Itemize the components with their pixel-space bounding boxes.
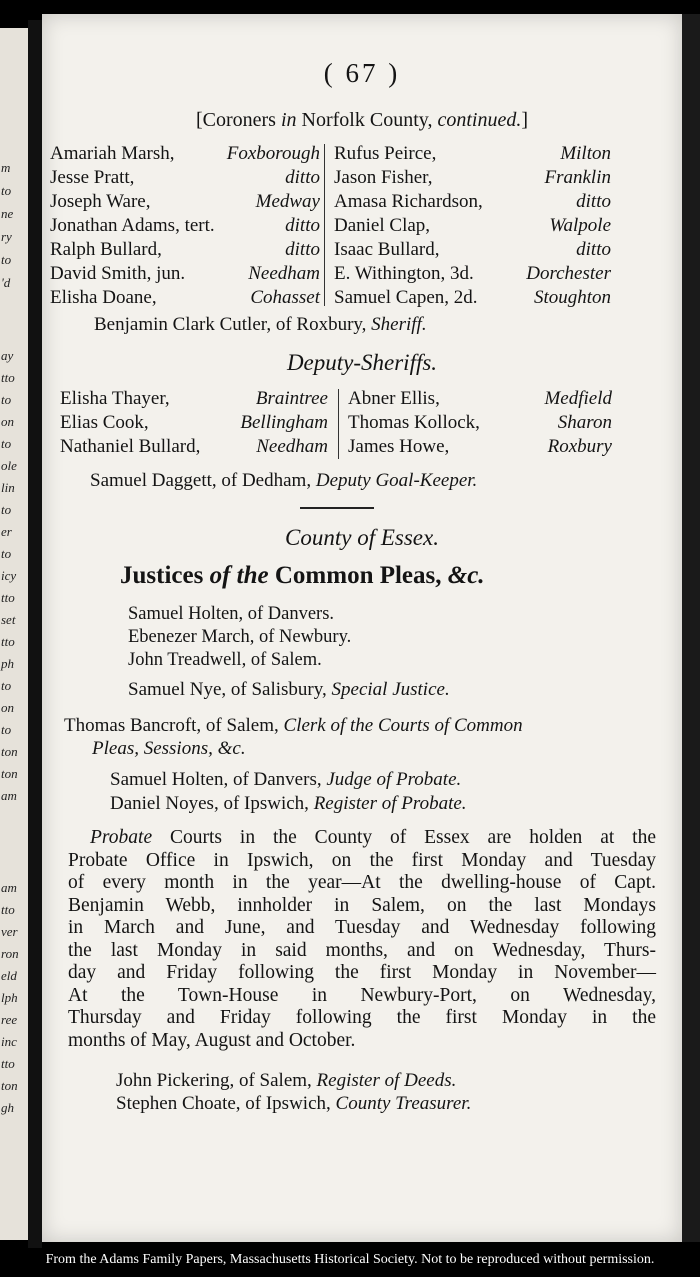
- entry-row: [334, 286, 611, 310]
- entry-place: ditto: [285, 215, 320, 236]
- left-page-fragment: tto: [1, 370, 15, 385]
- book-gutter: [28, 20, 42, 1248]
- coroners-right-column: [334, 142, 611, 310]
- left-page-fragment: ton: [1, 744, 18, 759]
- probate-line: [68, 827, 656, 850]
- probate-line: Benjamin Webb, innholder in Salem, on the last Mondays: [68, 894, 656, 916]
- left-page-fragment: to: [1, 722, 12, 737]
- section-rule: [300, 507, 374, 509]
- entry-name: Jonathan Adams, tert.: [50, 215, 215, 236]
- left-page-fragment: am: [1, 788, 17, 803]
- probate-paragraph: [68, 827, 656, 1052]
- entry-row: [348, 387, 612, 411]
- entry-name: Elisha Thayer,: [60, 388, 170, 409]
- probate-line: months of May, August and October.: [68, 1029, 356, 1051]
- left-page-fragment: er: [1, 524, 12, 539]
- special-justice-name: Samuel Nye, of Salisbury,: [128, 679, 332, 700]
- entry-row: [334, 142, 611, 166]
- left-page-fragment: ne: [1, 206, 14, 221]
- treasurer-name: Stephen Choate, of Ipswich,: [116, 1093, 336, 1114]
- entry-place: ditto: [285, 167, 320, 188]
- judge-title: Judge of Probate.: [326, 769, 462, 790]
- entry-place: Foxborough: [226, 143, 320, 164]
- entry-name: Samuel Capen, 2d.: [334, 287, 478, 308]
- entry-name: Elias Cook,: [60, 412, 149, 433]
- entry-name: James Howe,: [348, 436, 450, 457]
- left-page-fragment: on: [1, 700, 14, 715]
- probate-line: day and Friday following the first Monday in November—: [68, 962, 656, 983]
- entry-row: [334, 238, 611, 262]
- section-heading: [42, 109, 682, 132]
- probate-line-text: Courts in the County of Essex are holden at the: [152, 827, 656, 848]
- entry-place: Dorchester: [526, 263, 611, 284]
- page-number: ( 67 ): [323, 58, 401, 88]
- entry-row: [50, 214, 320, 238]
- left-page-fragment: icy: [1, 568, 17, 583]
- justices-heading-part: Common Pleas,: [268, 562, 448, 589]
- entry-place: Roxbury: [547, 436, 612, 457]
- entry-place: Medfield: [544, 388, 612, 409]
- sheriff-name: Benjamin Clark Cutler, of Roxbury,: [94, 314, 372, 335]
- entry-name: Jesse Pratt,: [50, 167, 135, 188]
- deputies-list: [42, 387, 682, 467]
- special-justice-line: [128, 679, 450, 701]
- entry-place: ditto: [285, 239, 320, 260]
- entry-place: Braintree: [255, 388, 328, 409]
- sheriff-line: [94, 314, 427, 336]
- left-page-fragment: to: [1, 678, 12, 693]
- deputies-left-column: [60, 387, 328, 459]
- entry-name: Thomas Kollock,: [348, 412, 480, 433]
- entry-name: Elisha Doane,: [50, 287, 157, 308]
- entry-name: Rufus Peirce,: [334, 143, 437, 164]
- judge-name: Samuel Holten, of Danvers,: [110, 769, 327, 790]
- entry-place: Milton: [560, 143, 611, 164]
- entry-place: Bellingham: [240, 412, 328, 433]
- right-page-edge: [682, 14, 700, 1242]
- entry-name: Ralph Bullard,: [50, 239, 162, 260]
- entry-name: Jason Fisher,: [334, 167, 433, 188]
- goal-keeper-name: Samuel Daggett, of Dedham,: [90, 470, 316, 491]
- justices-list: [128, 603, 351, 672]
- entry-name: Nathaniel Bullard,: [60, 436, 201, 457]
- deeds-line: [116, 1070, 456, 1092]
- entry-name: Joseph Ware,: [50, 191, 151, 212]
- left-page-fragment: ron: [1, 946, 19, 961]
- deputy-sheriffs-heading: Deputy-Sheriffs.: [286, 350, 438, 375]
- probate-line: Probate Office in Ipswich, on the first Monday and Tuesday: [68, 849, 656, 871]
- register-title: Register of Probate.: [313, 793, 467, 814]
- left-page-fragment: lin: [1, 480, 15, 495]
- justice-entry: John Treadwell, of Salem.: [128, 650, 322, 670]
- justices-heading-part: &c.: [447, 562, 485, 589]
- entry-place: Walpole: [549, 215, 611, 236]
- left-page-fragment: to: [1, 436, 12, 451]
- probate-line: of every month in the year—At the dwelling-house of Capt.: [68, 872, 656, 893]
- county-heading-part: Essex.: [375, 525, 439, 550]
- left-page-fragment: gh: [1, 1100, 14, 1115]
- register-name: Daniel Noyes, of Ipswich,: [110, 793, 314, 814]
- left-page-fragment: tto: [1, 634, 15, 649]
- coroners-left-column: [50, 142, 320, 310]
- entry-name: Amariah Marsh,: [50, 143, 175, 164]
- left-page-fragment: lph: [1, 990, 18, 1005]
- county-heading-part: of: [357, 525, 376, 550]
- entry-place: ditto: [576, 191, 611, 212]
- deputies-right-column: [348, 387, 612, 459]
- left-page-fragment: to: [1, 502, 12, 517]
- left-page-fragment: eld: [1, 968, 17, 983]
- left-page-fragment: inc: [1, 1034, 17, 1049]
- probate-line: in March and June, and Tuesday and Wednesday following: [68, 917, 656, 938]
- left-page-fragment: to: [1, 546, 12, 561]
- left-page-edge: [0, 28, 28, 1240]
- entry-row: [50, 142, 320, 166]
- entry-row: [334, 262, 611, 286]
- entry-name: David Smith, jun.: [50, 263, 186, 284]
- entry-row: [348, 411, 612, 435]
- left-page-fragment: to: [1, 183, 12, 198]
- treasurer-title: County Treasurer.: [335, 1093, 472, 1114]
- entry-row: [60, 387, 328, 411]
- entry-row: [50, 262, 320, 286]
- probate-line: Thursday and Friday following the first Monday in the: [68, 1007, 656, 1028]
- entry-row: [334, 166, 611, 190]
- left-page-fragment: m: [1, 160, 11, 175]
- deeds-name: John Pickering, of Salem,: [116, 1070, 317, 1091]
- archive-caption: From the Adams Family Papers, Massachusetts Historical Society. Not to be reproduced without permission.: [45, 1252, 655, 1267]
- entry-place: Franklin: [544, 167, 611, 188]
- heading-part: continued.: [437, 109, 522, 131]
- entry-place: ditto: [576, 239, 611, 260]
- county-heading-part: County: [285, 525, 358, 550]
- probate-line: the last Monday in said months, and on Wednesday, Thurs-: [68, 939, 656, 961]
- justices-heading-part: Justices: [120, 562, 210, 589]
- heading-part: [Coroners: [195, 109, 281, 131]
- left-page-fragment: ay: [1, 348, 14, 363]
- entry-place: Needham: [256, 436, 328, 457]
- special-justice-title: Special Justice.: [331, 679, 450, 700]
- goal-keeper-line: [90, 470, 477, 492]
- left-page-fragment: ton: [1, 766, 18, 781]
- left-page-fragment: ree: [1, 1012, 18, 1027]
- left-page-fragment: set: [1, 612, 16, 627]
- left-page-fragment: to: [1, 392, 12, 407]
- column-divider: [338, 389, 339, 459]
- entry-place: Needham: [248, 263, 320, 284]
- left-page-fragment: tto: [1, 590, 15, 605]
- heading-part: in: [280, 109, 297, 131]
- register-line: [110, 793, 467, 815]
- sheriff-title: Sheriff.: [371, 314, 427, 335]
- county-heading: [42, 525, 682, 551]
- entry-row: [50, 238, 320, 262]
- clerk-title: Clerk of the Courts of Common: [283, 715, 523, 736]
- judge-line: [110, 769, 461, 791]
- clerk-name: Thomas Bancroft, of Salem,: [64, 715, 284, 736]
- treasurer-line: [116, 1093, 471, 1115]
- heading-part: Norfolk County,: [296, 109, 438, 131]
- entry-place: Sharon: [557, 412, 612, 433]
- entry-row: [334, 214, 611, 238]
- left-page-fragment: ry: [1, 229, 12, 244]
- entry-place: Cohasset: [250, 287, 320, 308]
- entry-name: Daniel Clap,: [334, 215, 431, 236]
- justices-heading-part: of the: [209, 562, 269, 589]
- heading-part: ]: [521, 109, 528, 131]
- book-page: [42, 14, 682, 1242]
- justice-entry: Ebenezer March, of Newbury.: [128, 627, 352, 647]
- left-page-fragment: ver: [1, 924, 18, 939]
- left-page-fragment: ph: [1, 656, 14, 671]
- entry-name: Amasa Richardson,: [334, 191, 483, 212]
- entry-row: [60, 411, 328, 435]
- entry-row: [60, 435, 328, 459]
- entry-row: [50, 166, 320, 190]
- clerk-entry: [64, 714, 523, 760]
- column-divider: [324, 144, 325, 306]
- entry-name: Abner Ellis,: [348, 388, 440, 409]
- left-page-fragment: 'd: [1, 275, 11, 290]
- justices-heading: [120, 562, 485, 590]
- entry-name: Isaac Bullard,: [334, 239, 440, 260]
- entry-row: [50, 286, 320, 310]
- entry-row: [334, 190, 611, 214]
- entry-row: [50, 190, 320, 214]
- entry-place: Medway: [255, 191, 320, 212]
- left-page-fragment: to: [1, 252, 12, 267]
- entry-row: [348, 435, 612, 459]
- goal-keeper-title: Deputy Goal-Keeper.: [315, 470, 478, 491]
- left-page-fragment: ole: [1, 458, 17, 473]
- clerk-title-continued: Pleas, Sessions, &c.: [92, 738, 246, 759]
- deeds-title: Register of Deeds.: [316, 1070, 457, 1091]
- entry-place: Stoughton: [533, 287, 611, 308]
- left-page-fragment: am: [1, 880, 17, 895]
- entry-name: E. Withington, 3d.: [334, 263, 474, 284]
- coroners-list: [42, 142, 682, 314]
- left-page-fragment: on: [1, 414, 14, 429]
- left-page-fragment: tto: [1, 1056, 15, 1071]
- justice-entry: Samuel Holten, of Danvers.: [128, 604, 335, 624]
- probate-first-word: Probate: [90, 827, 153, 848]
- left-page-fragment: ton: [1, 1078, 18, 1093]
- probate-line: At the Town-House in Newbury-Port, on Wednesday,: [68, 984, 656, 1006]
- left-page-fragment: tto: [1, 902, 15, 917]
